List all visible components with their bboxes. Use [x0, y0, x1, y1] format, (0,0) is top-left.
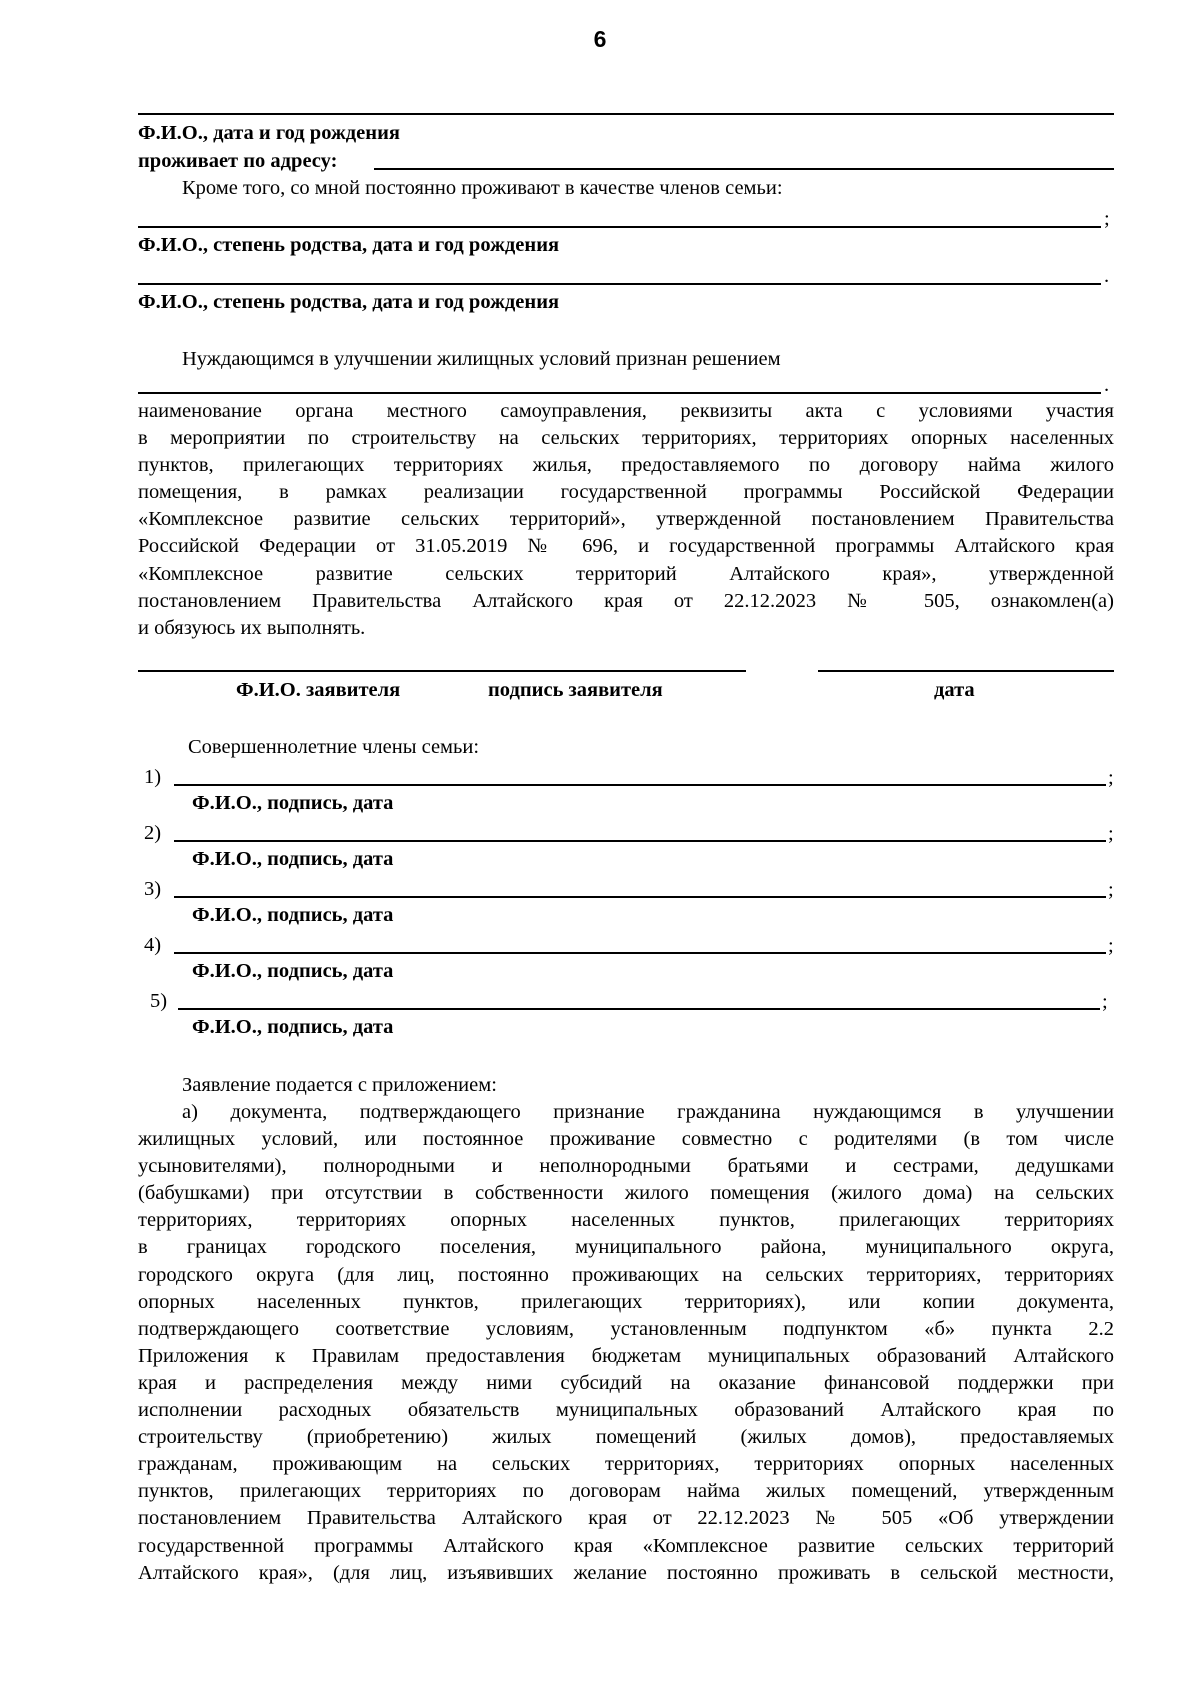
relative-caption-1: Ф.И.О., степень родства, дата и год рождения [138, 234, 560, 256]
text-line: опорных населенных пунктов, прилегающих территориях), или копии документа, [138, 1290, 1114, 1313]
member-number: 4) [144, 934, 162, 956]
member-number: 5) [150, 990, 168, 1012]
text-line: а) документа, подтверждающего признание гражданина нуждающимся в улучшении [182, 1101, 1114, 1123]
member-number: 1) [144, 766, 162, 788]
relative-line-1[interactable] [138, 226, 1101, 228]
member-line-end: ; [1108, 879, 1114, 901]
member-line-end: ; [1108, 767, 1114, 789]
text-line: и обязуюсь их выполнять. [138, 616, 366, 639]
member-line[interactable] [174, 784, 1106, 786]
fio-line[interactable] [138, 113, 1114, 115]
address-line[interactable] [374, 168, 1114, 170]
text-line: «Комплексное развитие сельских территорий», утвержденной постановлением Правительства [138, 508, 1114, 531]
member-caption: Ф.И.О., подпись, дата [192, 792, 394, 814]
signature-line-date[interactable] [818, 670, 1114, 672]
member-caption: Ф.И.О., подпись, дата [192, 1016, 394, 1038]
text-line: территориях, территориях опорных населенных пунктов, прилегающих территориях [138, 1209, 1114, 1232]
member-line-end: ; [1102, 991, 1108, 1013]
text-line: строительству (приобретению) жилых помещений (жилых домов), предоставляемых [138, 1426, 1114, 1449]
text-line: усыновителями), полнородными и неполнородными братьями и сестрами, дедушками [138, 1155, 1114, 1178]
page-number: 6 [593, 26, 607, 52]
member-line[interactable] [174, 896, 1106, 898]
member-line-end: ; [1108, 823, 1114, 845]
recognition-text [138, 398, 1114, 642]
applicant-fio-label: Ф.И.О. заявителя [236, 679, 401, 701]
address-label: проживает по адресу: [138, 150, 338, 172]
text-line: Алтайского края», (для лиц, изъявивших желание постоянно проживать в сельской местности, [138, 1561, 1114, 1584]
authority-line-end: . [1104, 374, 1110, 396]
text-line: пунктов, прилегающих территориях жилья, предоставляемого по договору найма жилого [138, 454, 1114, 477]
recognition-intro: Нуждающимся в улучшении жилищных условий признан решением [182, 348, 781, 370]
text-line: городского округа (для лиц, постоянно проживающих на сельских территориях, территориях [138, 1263, 1114, 1286]
text-line: Российской Федерации от 31.05.2019 № 696, и государственной программы Алтайского края [138, 535, 1114, 558]
applicant-date-label: дата [934, 679, 975, 701]
member-line[interactable] [174, 840, 1106, 842]
member-caption: Ф.И.О., подпись, дата [192, 904, 394, 926]
member-number: 2) [144, 822, 162, 844]
text-line: постановлением Правительства Алтайского края от 22.12.2023 № 505 «Об утверждении [138, 1507, 1114, 1530]
text-line: края и распределения между ними субсидий на оказание финансовой поддержки при [138, 1371, 1114, 1394]
relative-line-1-end: ; [1104, 208, 1110, 230]
signature-line-left[interactable] [138, 670, 746, 672]
text-line: помещения, в рамках реализации государственной программы Российской Федерации [138, 481, 1114, 504]
text-line: государственной программы Алтайского края «Комплексное развитие сельских территорий [138, 1534, 1114, 1557]
member-caption: Ф.И.О., подпись, дата [192, 848, 394, 870]
text-line: Приложения к Правилам предоставления бюджетам муниципальных образований Алтайского [138, 1344, 1114, 1367]
text-line: в границах городского поселения, муниципального района, муниципального округа, [138, 1236, 1114, 1259]
text-line: постановлением Правительства Алтайского края от 22.12.2023 № 505, ознакомлен(а) [138, 589, 1114, 612]
adult-members-title: Совершеннолетние члены семьи: [188, 736, 480, 758]
fio-birth-caption: Ф.И.О., дата и год рождения [138, 122, 400, 144]
text-line: (бабушками) при отсутствии в собственности жилого помещения (жилого дома) на сельских [138, 1182, 1114, 1205]
applicant-sign-label: подпись заявителя [488, 679, 663, 701]
member-caption: Ф.И.О., подпись, дата [192, 960, 394, 982]
text-line: исполнении расходных обязательств муниципальных образований Алтайского края по [138, 1399, 1114, 1422]
relative-caption-2: Ф.И.О., степень родства, дата и год рождения [138, 291, 560, 313]
attachments-title: Заявление подается с приложением: [182, 1074, 497, 1096]
text-line: подтверждающего соответствие условиям, установленным подпунктом «б» пункта 2.2 [138, 1317, 1114, 1340]
family-intro: Кроме того, со мной постоянно проживают в качестве членов семьи: [182, 177, 783, 199]
member-line[interactable] [178, 1008, 1100, 1010]
member-number: 3) [144, 878, 162, 900]
text-line: гражданам, проживающим на сельских территориях, территориях опорных населенных [138, 1453, 1114, 1476]
attachments-text [138, 1099, 1114, 1587]
relative-line-2[interactable] [138, 283, 1101, 285]
text-line: «Комплексное развитие сельских территорий Алтайского края», утвержденной [138, 562, 1114, 585]
relative-line-2-end: . [1104, 265, 1110, 287]
text-line: наименование органа местного самоуправления, реквизиты акта с условиями участия [138, 400, 1114, 422]
member-line[interactable] [174, 952, 1106, 954]
text-line: в мероприятии по строительству на сельских территориях, территориях опорных населенных [138, 427, 1114, 450]
authority-line[interactable] [138, 392, 1101, 394]
member-line-end: ; [1108, 935, 1114, 957]
text-line: жилищных условий, или постоянное проживание совместно с родителями (в том числе [138, 1128, 1114, 1151]
text-line: пунктов, прилегающих территориях по договорам найма жилых помещений, утвержденным [138, 1480, 1114, 1503]
